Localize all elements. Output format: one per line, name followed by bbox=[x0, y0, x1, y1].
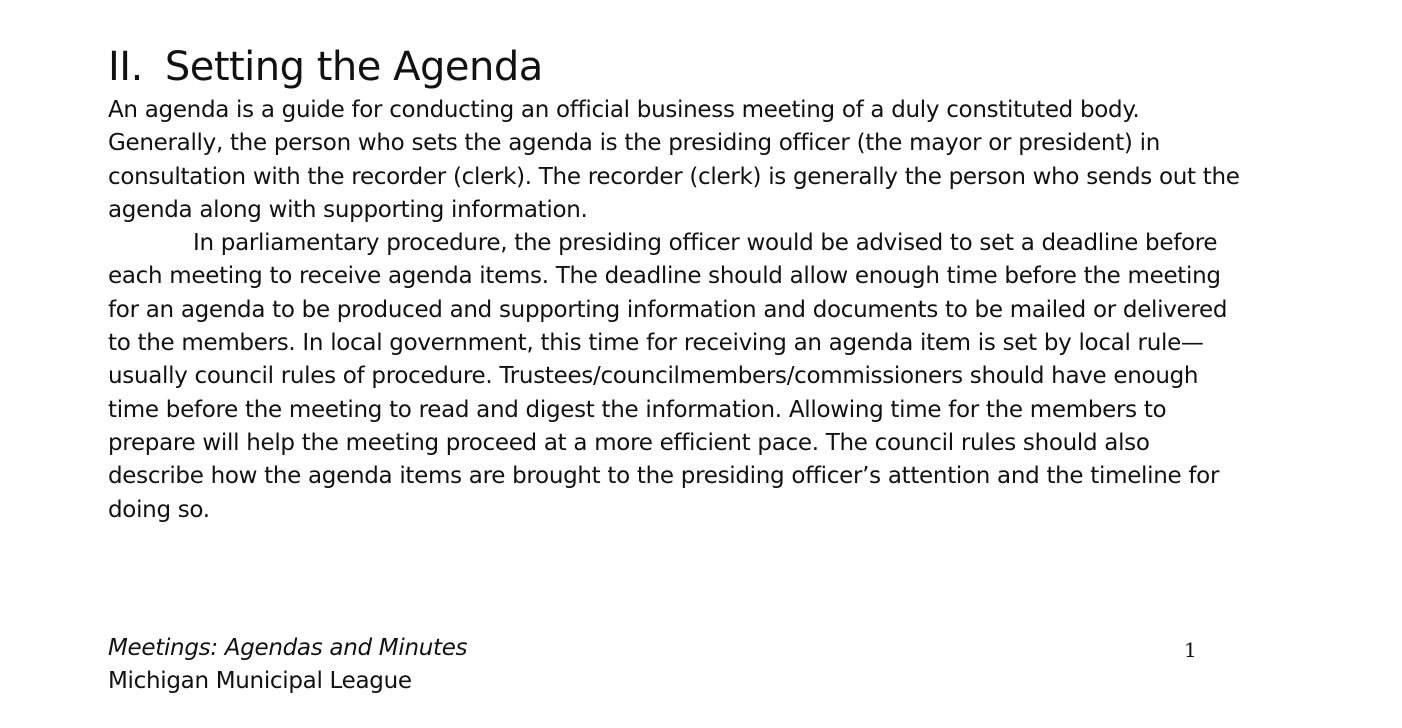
text-line: An agenda is a guide for conducting an official business meeting of a duly constituted body. bbox=[108, 97, 1140, 123]
paragraph-1 bbox=[108, 94, 1308, 227]
text-line: Generally, the person who sets the agenda is the presiding officer (the mayor or president) in bbox=[108, 130, 1160, 157]
text-line: consultation with the recorder (clerk). The recorder (clerk) is generally the person who sends out the bbox=[108, 163, 1240, 190]
section-number: II. bbox=[108, 43, 143, 90]
footer-document-title: Meetings: Agendas and Minutes bbox=[108, 635, 468, 661]
text-line: for an agenda to be produced and supporting information and documents to be mailed or delivered bbox=[108, 296, 1228, 323]
paragraph-2 bbox=[108, 227, 1308, 527]
text-line: prepare will help the meeting proceed at a more efficient pace. The council rules should also bbox=[108, 429, 1150, 456]
text-line: to the members. In local government, this time for receiving an agenda item is set by local rule— bbox=[108, 330, 1204, 357]
body-text bbox=[108, 94, 1308, 527]
footer-organization: Michigan Municipal League bbox=[108, 668, 412, 694]
text-line: describe how the agenda items are brought to the presiding officer’s attention and the timeline for bbox=[108, 463, 1220, 490]
text-line: agenda along with supporting information. bbox=[108, 196, 588, 223]
page-number: 1 bbox=[1184, 638, 1197, 662]
text-line: each meeting to receive agenda items. The deadline should allow enough time before the meeting bbox=[108, 263, 1221, 290]
text-line: doing so. bbox=[108, 496, 210, 523]
section-heading bbox=[108, 41, 543, 93]
section-title: Setting the Agenda bbox=[164, 43, 543, 90]
text-line: In parliamentary procedure, the presiding officer would be advised to set a deadline before bbox=[193, 230, 1218, 257]
text-line: time before the meeting to read and digest the information. Allowing time for the members to bbox=[108, 396, 1167, 423]
text-line: usually council rules of procedure. Trustees/councilmembers/commissioners should have enough bbox=[108, 363, 1199, 390]
